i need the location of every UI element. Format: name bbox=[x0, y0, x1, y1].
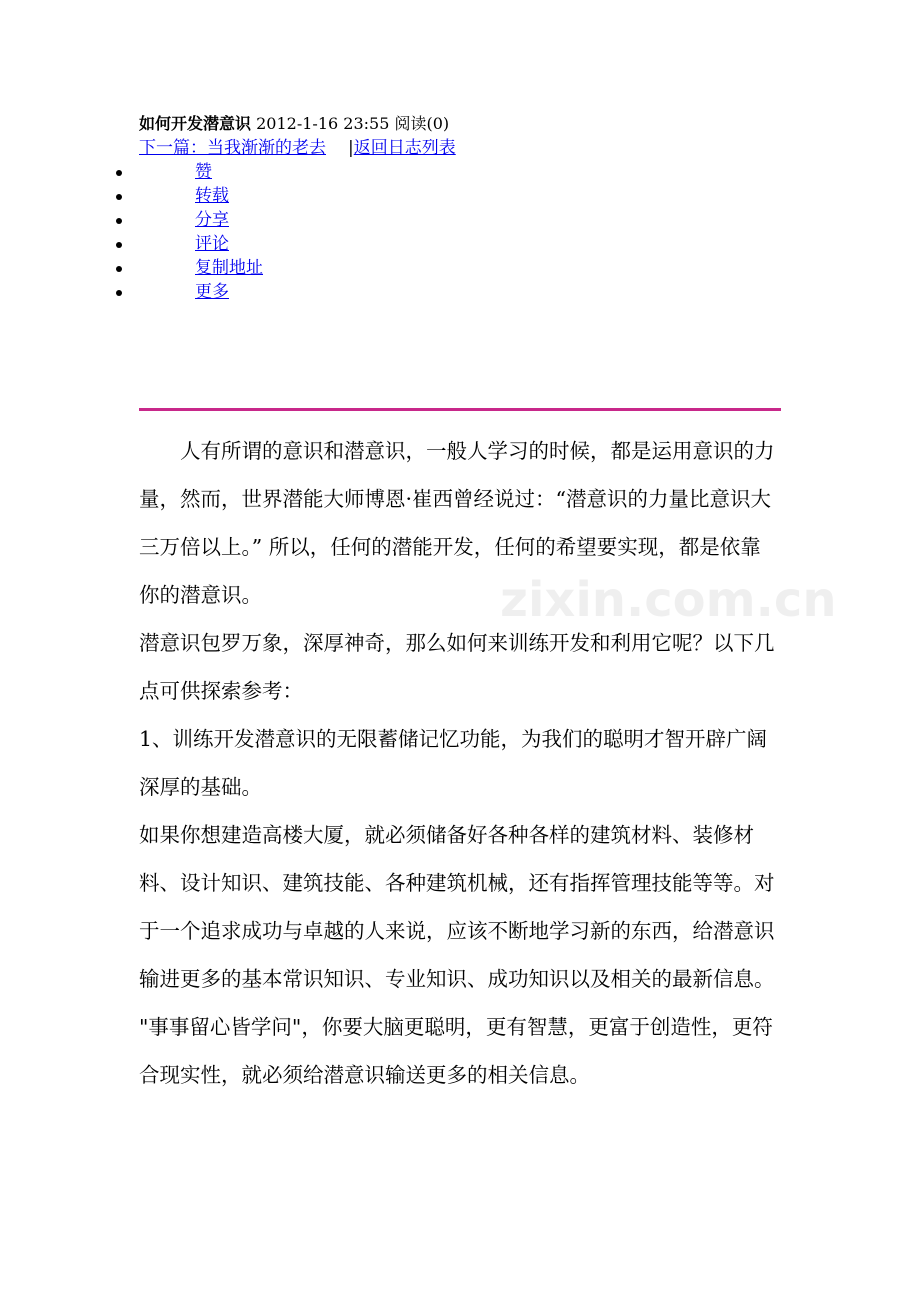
bullet-icon bbox=[116, 290, 122, 296]
repost-link[interactable]: 转载 bbox=[195, 186, 229, 206]
article-paragraph: 1、训练开发潜意识的无限蓄储记忆功能，为我们的聪明才智开辟广阔深厚的基础。 bbox=[139, 727, 768, 799]
post-meta: 2012-1-16 23:55 阅读(0) bbox=[251, 114, 450, 133]
article-paragraph: "事事留心皆学问"，你要大脑更聪明，更有智慧，更富于创造性，更符合现实性，就必须给潜意识输送更多的相关信息。 bbox=[139, 1015, 773, 1087]
watermark: zixin.com.cn bbox=[500, 572, 837, 628]
copy-address-link[interactable]: 复制地址 bbox=[195, 258, 263, 278]
bullet-icon bbox=[116, 194, 122, 200]
bullet-icon bbox=[116, 218, 122, 224]
nav-separator: | bbox=[348, 138, 354, 158]
article-body bbox=[139, 427, 781, 1099]
article-paragraph: 如果你想建造高楼大厦，就必须储备好各种各样的建筑材料、装修材料、设计知识、建筑技能、各种建筑机械，还有指挥管理技能等等。对于一个追求成功与卓越的人来说，应该不断地学习新的东西，给潜意识输进更多的基本常识知识、专业知识、成功知识以及相关的最新信息。 bbox=[139, 823, 775, 991]
bullet-icon bbox=[116, 242, 122, 248]
back-to-list-link[interactable]: 返回日志列表 bbox=[353, 138, 456, 158]
more-link[interactable]: 更多 bbox=[195, 282, 229, 302]
next-post-link[interactable]: 下一篇：当我渐渐的老去 bbox=[139, 138, 326, 158]
post-title: 如何开发潜意识 bbox=[139, 114, 252, 133]
article-paragraph: 人有所谓的意识和潜意识，一般人学习的时候，都是运用意识的力量，然而，世界潜能大师博恩·崔西曾经说过：“潜意识的力量比意识大三万倍以上。” 所以，任何的潜能开发，任何的希望要实现，都是依靠你的潜意识。 bbox=[139, 439, 775, 607]
article-paragraph: 潜意识包罗万象，深厚神奇，那么如何来训练开发和利用它呢？以下几点可供探索参考： bbox=[139, 631, 775, 703]
like-link[interactable]: 赞 bbox=[195, 162, 212, 182]
bullet-icon bbox=[116, 266, 122, 272]
post-nav bbox=[139, 136, 456, 160]
content-divider bbox=[139, 408, 781, 411]
post-header bbox=[139, 112, 449, 136]
share-link[interactable]: 分享 bbox=[195, 210, 229, 230]
bullet-icon bbox=[116, 170, 122, 176]
comment-link[interactable]: 评论 bbox=[195, 234, 229, 254]
